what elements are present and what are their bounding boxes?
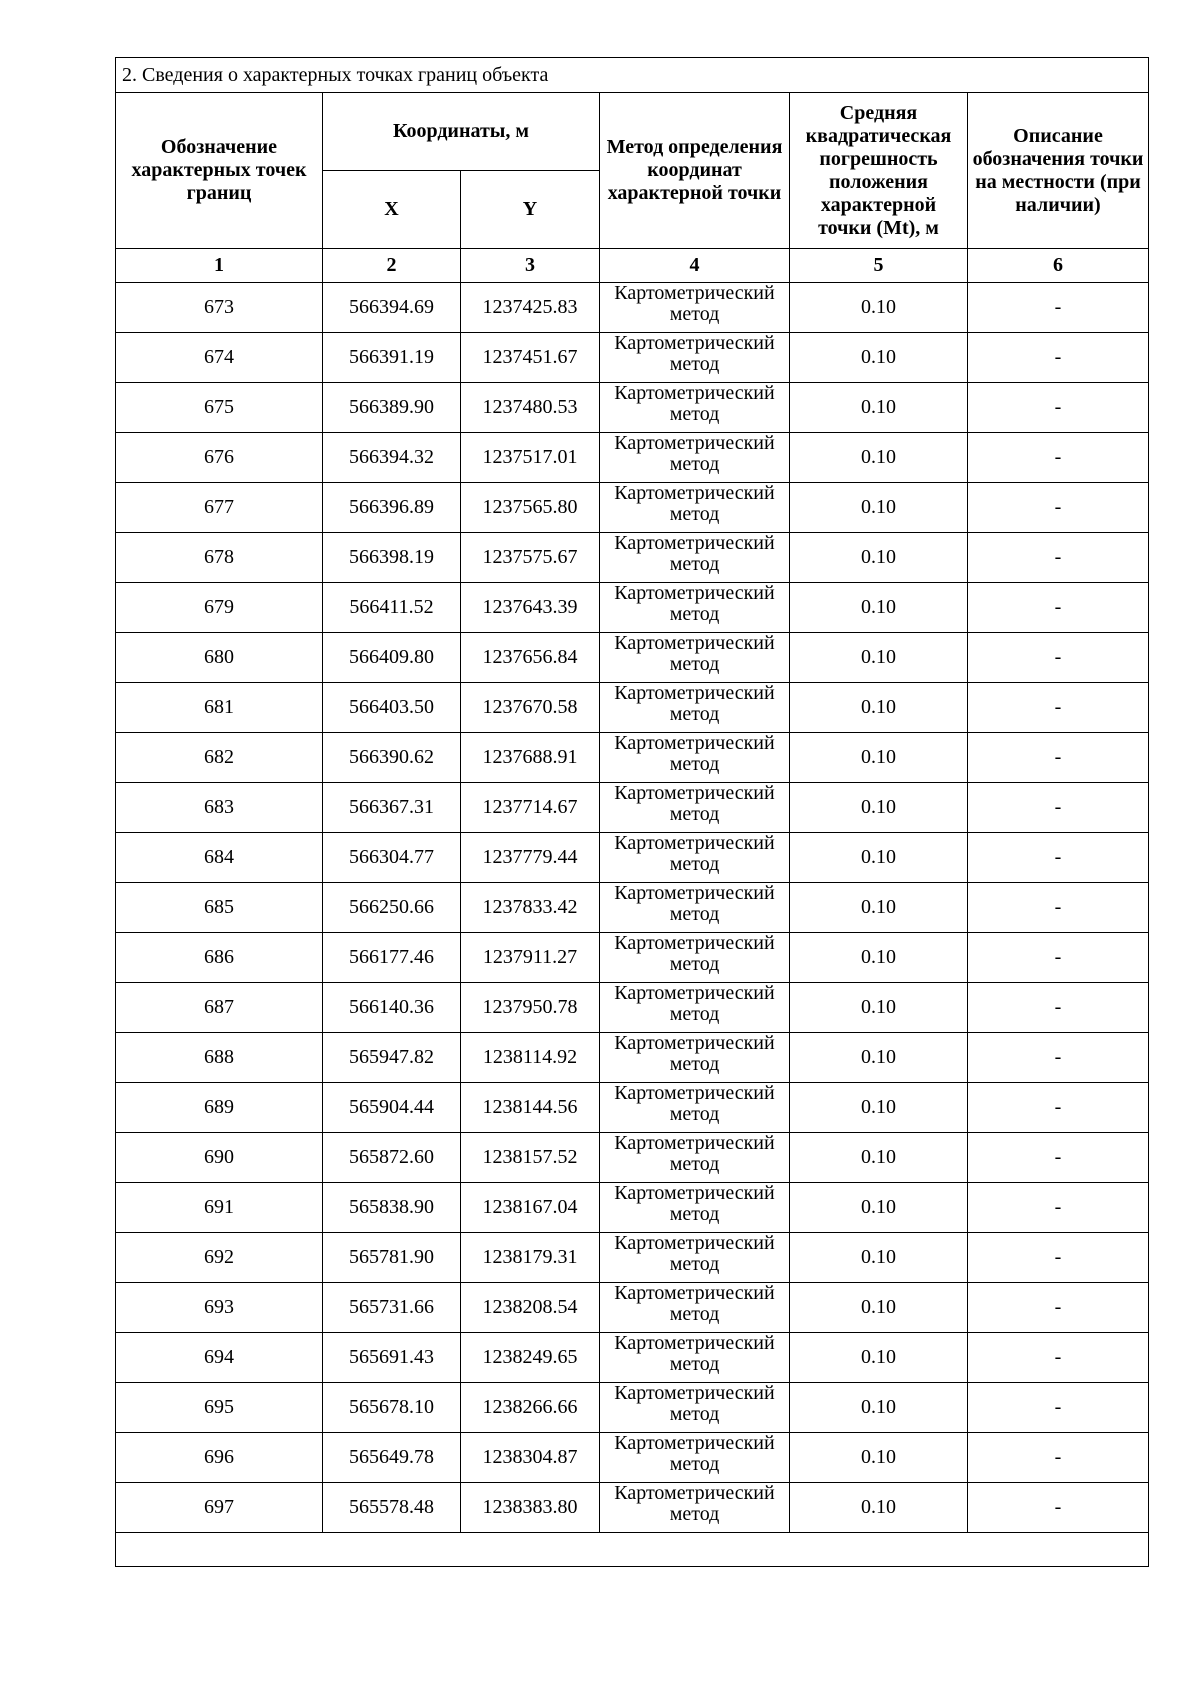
table-row [116, 633, 1149, 683]
cell-error: 0.10 [790, 833, 968, 883]
table-row [116, 983, 1149, 1033]
column-number: 1 [116, 249, 323, 283]
table-row [116, 333, 1149, 383]
section-title: 2. Сведения о характерных точках границ объекта [116, 58, 1149, 93]
cell-description: - [968, 833, 1149, 883]
table-row [116, 1383, 1149, 1433]
cell-y: 1237643.39 [461, 583, 600, 633]
cell-method: Картометрический метод [600, 1083, 790, 1133]
cell-point: 697 [116, 1483, 323, 1533]
header-description: Описание обозначения точки на местности (при наличии) [968, 93, 1149, 249]
cell-x: 565838.90 [323, 1183, 461, 1233]
cell-description: - [968, 1133, 1149, 1183]
cell-method: Картометрический метод [600, 383, 790, 433]
cell-x: 566367.31 [323, 783, 461, 833]
cell-point: 688 [116, 1033, 323, 1083]
cell-y: 1237565.80 [461, 483, 600, 533]
cell-point: 685 [116, 883, 323, 933]
cell-error: 0.10 [790, 783, 968, 833]
table-row [116, 283, 1149, 333]
boundary-points-table [115, 57, 1149, 1567]
cell-point: 690 [116, 1133, 323, 1183]
column-number: 5 [790, 249, 968, 283]
cell-x: 566394.69 [323, 283, 461, 333]
cell-y: 1237911.27 [461, 933, 600, 983]
table-row [116, 433, 1149, 483]
table-row [116, 883, 1149, 933]
cell-error: 0.10 [790, 933, 968, 983]
table-row [116, 933, 1149, 983]
cell-x: 565578.48 [323, 1483, 461, 1533]
cell-y: 1238208.54 [461, 1283, 600, 1333]
cell-x: 566389.90 [323, 383, 461, 433]
cell-point: 694 [116, 1333, 323, 1383]
cell-description: - [968, 333, 1149, 383]
column-number: 6 [968, 249, 1149, 283]
cell-x: 565731.66 [323, 1283, 461, 1333]
cell-point: 679 [116, 583, 323, 633]
cell-method: Картометрический метод [600, 433, 790, 483]
cell-description: - [968, 733, 1149, 783]
cell-description: - [968, 283, 1149, 333]
cell-description: - [968, 683, 1149, 733]
cell-x: 565872.60 [323, 1133, 461, 1183]
header-x: X [323, 171, 461, 249]
cell-x: 565649.78 [323, 1433, 461, 1483]
cell-method: Картометрический метод [600, 1033, 790, 1083]
cell-description: - [968, 1033, 1149, 1083]
cell-description: - [968, 1433, 1149, 1483]
cell-y: 1237425.83 [461, 283, 600, 333]
cell-point: 687 [116, 983, 323, 1033]
cell-error: 0.10 [790, 483, 968, 533]
cell-method: Картометрический метод [600, 683, 790, 733]
cell-y: 1238383.80 [461, 1483, 600, 1533]
cell-point: 676 [116, 433, 323, 483]
cell-point: 681 [116, 683, 323, 733]
cell-description: - [968, 433, 1149, 483]
table-row [116, 1233, 1149, 1283]
cell-point: 691 [116, 1183, 323, 1233]
cell-method: Картометрический метод [600, 283, 790, 333]
cell-x: 565678.10 [323, 1383, 461, 1433]
table-row [116, 683, 1149, 733]
table-footer-cell [116, 1533, 1149, 1567]
cell-error: 0.10 [790, 1333, 968, 1383]
cell-description: - [968, 1233, 1149, 1283]
cell-point: 684 [116, 833, 323, 883]
table-body [116, 283, 1149, 1533]
cell-error: 0.10 [790, 1033, 968, 1083]
cell-x: 565691.43 [323, 1333, 461, 1383]
cell-method: Картометрический метод [600, 933, 790, 983]
cell-x: 566140.36 [323, 983, 461, 1033]
cell-point: 686 [116, 933, 323, 983]
cell-x: 566304.77 [323, 833, 461, 883]
cell-point: 674 [116, 333, 323, 383]
cell-description: - [968, 1383, 1149, 1433]
cell-y: 1237688.91 [461, 733, 600, 783]
cell-error: 0.10 [790, 683, 968, 733]
cell-y: 1238167.04 [461, 1183, 600, 1233]
header-error: Средняя квадратическая погрешность положения характерной точки (Mt), м [790, 93, 968, 249]
cell-method: Картометрический метод [600, 1183, 790, 1233]
cell-x: 566394.32 [323, 433, 461, 483]
cell-point: 673 [116, 283, 323, 333]
cell-x: 566250.66 [323, 883, 461, 933]
cell-description: - [968, 883, 1149, 933]
cell-method: Картометрический метод [600, 1333, 790, 1383]
cell-error: 0.10 [790, 1383, 968, 1433]
cell-x: 566391.19 [323, 333, 461, 383]
cell-x: 566396.89 [323, 483, 461, 533]
cell-description: - [968, 1083, 1149, 1133]
cell-y: 1237656.84 [461, 633, 600, 683]
cell-error: 0.10 [790, 383, 968, 433]
cell-x: 566398.19 [323, 533, 461, 583]
table-row [116, 1183, 1149, 1233]
cell-method: Картометрический метод [600, 1283, 790, 1333]
cell-y: 1237480.53 [461, 383, 600, 433]
cell-y: 1237779.44 [461, 833, 600, 883]
cell-y: 1238157.52 [461, 1133, 600, 1183]
cell-point: 675 [116, 383, 323, 433]
table-row [116, 1033, 1149, 1083]
cell-y: 1238144.56 [461, 1083, 600, 1133]
cell-description: - [968, 383, 1149, 433]
cell-error: 0.10 [790, 333, 968, 383]
cell-y: 1238179.31 [461, 1233, 600, 1283]
cell-x: 565781.90 [323, 1233, 461, 1283]
cell-y: 1237451.67 [461, 333, 600, 383]
table-row [116, 1283, 1149, 1333]
document-sheet [115, 57, 1148, 1567]
cell-description: - [968, 583, 1149, 633]
table-footer-row [116, 1533, 1149, 1567]
cell-error: 0.10 [790, 633, 968, 683]
cell-y: 1237517.01 [461, 433, 600, 483]
cell-x: 566390.62 [323, 733, 461, 783]
cell-method: Картометрический метод [600, 333, 790, 383]
table-row [116, 1133, 1149, 1183]
cell-point: 680 [116, 633, 323, 683]
cell-error: 0.10 [790, 1233, 968, 1283]
cell-error: 0.10 [790, 733, 968, 783]
header-coordinates: Координаты, м [323, 93, 600, 171]
cell-method: Картометрический метод [600, 833, 790, 883]
cell-description: - [968, 483, 1149, 533]
table-row [116, 1083, 1149, 1133]
cell-error: 0.10 [790, 283, 968, 333]
cell-x: 566411.52 [323, 583, 461, 633]
header-method: Метод определения координат характерной точки [600, 93, 790, 249]
cell-error: 0.10 [790, 1183, 968, 1233]
cell-description: - [968, 983, 1149, 1033]
cell-description: - [968, 1183, 1149, 1233]
cell-error: 0.10 [790, 983, 968, 1033]
cell-method: Картометрический метод [600, 1233, 790, 1283]
table-row [116, 833, 1149, 883]
cell-description: - [968, 1333, 1149, 1383]
cell-y: 1238266.66 [461, 1383, 600, 1433]
cell-method: Картометрический метод [600, 883, 790, 933]
cell-method: Картометрический метод [600, 1383, 790, 1433]
cell-x: 565904.44 [323, 1083, 461, 1133]
cell-method: Картометрический метод [600, 583, 790, 633]
column-number: 3 [461, 249, 600, 283]
cell-y: 1238114.92 [461, 1033, 600, 1083]
cell-description: - [968, 633, 1149, 683]
cell-y: 1237833.42 [461, 883, 600, 933]
column-number: 4 [600, 249, 790, 283]
table-row [116, 733, 1149, 783]
cell-x: 566409.80 [323, 633, 461, 683]
cell-point: 696 [116, 1433, 323, 1483]
cell-point: 693 [116, 1283, 323, 1333]
table-row [116, 483, 1149, 533]
table-row [116, 1333, 1149, 1383]
cell-error: 0.10 [790, 883, 968, 933]
table-row [116, 783, 1149, 833]
column-number: 2 [323, 249, 461, 283]
cell-error: 0.10 [790, 1083, 968, 1133]
cell-error: 0.10 [790, 533, 968, 583]
cell-point: 677 [116, 483, 323, 533]
cell-method: Картометрический метод [600, 483, 790, 533]
cell-y: 1237950.78 [461, 983, 600, 1033]
cell-method: Картометрический метод [600, 983, 790, 1033]
cell-point: 682 [116, 733, 323, 783]
cell-error: 0.10 [790, 1133, 968, 1183]
table-row [116, 1483, 1149, 1533]
cell-description: - [968, 933, 1149, 983]
cell-error: 0.10 [790, 1283, 968, 1333]
cell-error: 0.10 [790, 583, 968, 633]
table-row [116, 583, 1149, 633]
table-row [116, 383, 1149, 433]
cell-y: 1238304.87 [461, 1433, 600, 1483]
header-point: Обозначение характерных точек границ [116, 93, 323, 249]
column-number-row [116, 249, 1149, 283]
cell-method: Картометрический метод [600, 783, 790, 833]
cell-x: 565947.82 [323, 1033, 461, 1083]
cell-x: 566177.46 [323, 933, 461, 983]
cell-description: - [968, 1483, 1149, 1533]
cell-y: 1237575.67 [461, 533, 600, 583]
cell-description: - [968, 533, 1149, 583]
cell-point: 692 [116, 1233, 323, 1283]
table-row [116, 1433, 1149, 1483]
cell-point: 683 [116, 783, 323, 833]
cell-y: 1237670.58 [461, 683, 600, 733]
cell-error: 0.10 [790, 433, 968, 483]
cell-method: Картометрический метод [600, 533, 790, 583]
cell-method: Картометрический метод [600, 1483, 790, 1533]
cell-point: 695 [116, 1383, 323, 1433]
cell-y: 1237714.67 [461, 783, 600, 833]
cell-error: 0.10 [790, 1483, 968, 1533]
cell-point: 689 [116, 1083, 323, 1133]
cell-y: 1238249.65 [461, 1333, 600, 1383]
cell-x: 566403.50 [323, 683, 461, 733]
cell-description: - [968, 1283, 1149, 1333]
header-y: Y [461, 171, 600, 249]
cell-method: Картометрический метод [600, 633, 790, 683]
cell-method: Картометрический метод [600, 733, 790, 783]
cell-error: 0.10 [790, 1433, 968, 1483]
cell-description: - [968, 783, 1149, 833]
table-row [116, 533, 1149, 583]
cell-point: 678 [116, 533, 323, 583]
cell-method: Картометрический метод [600, 1133, 790, 1183]
cell-method: Картометрический метод [600, 1433, 790, 1483]
